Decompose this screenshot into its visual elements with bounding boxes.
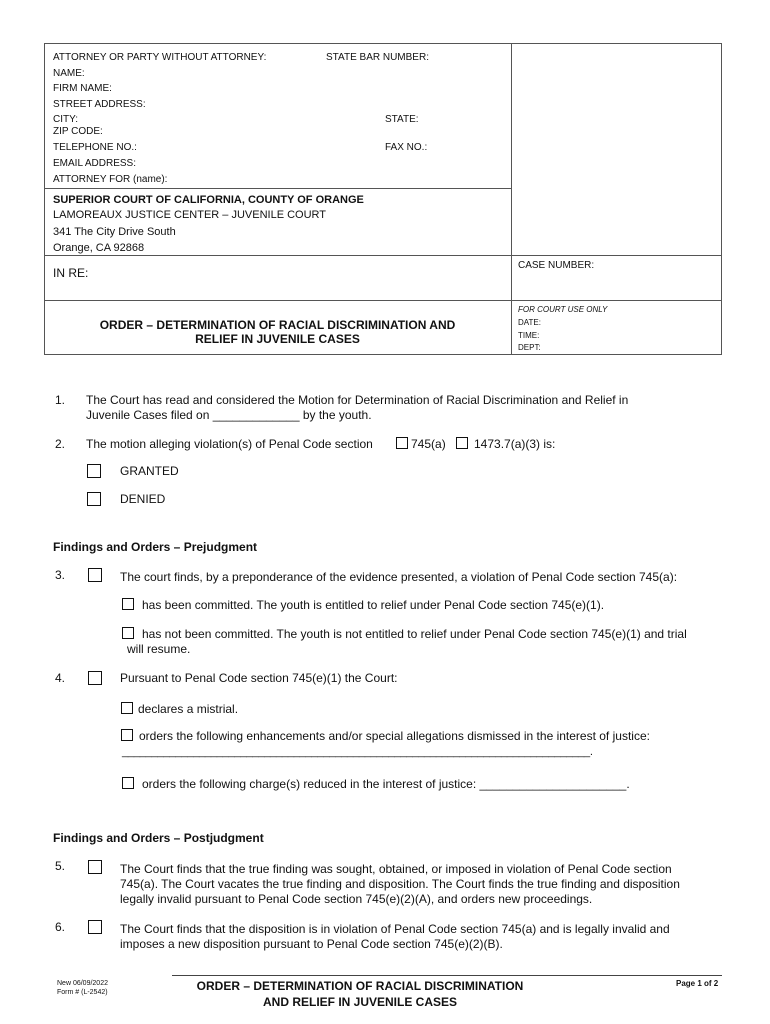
item-4-number: 4. bbox=[55, 671, 66, 685]
caption-divider-court bbox=[44, 255, 722, 256]
fax-label: FAX NO.: bbox=[385, 142, 428, 153]
item-2-number: 2. bbox=[55, 437, 66, 451]
checkbox-enhancements-dismissed[interactable] bbox=[121, 729, 133, 741]
footer-form-info bbox=[57, 979, 108, 997]
checkbox-1473-7[interactable] bbox=[456, 437, 468, 449]
zip-label: ZIP CODE: bbox=[53, 126, 103, 137]
item-5-line3: legally invalid pursuant to Penal Code section 745(e)(2)(A), and orders new proceedings. bbox=[120, 892, 593, 906]
court-address-city: Orange, CA 92868 bbox=[53, 242, 145, 254]
item-6-number: 6. bbox=[55, 920, 66, 934]
street-label: STREET ADDRESS: bbox=[53, 99, 146, 110]
footer-rule bbox=[172, 975, 722, 976]
item-1-line1: The Court has read and considered the Motion for Determination of Racial Discrimination and Relief in bbox=[86, 393, 629, 407]
state-label: STATE: bbox=[385, 114, 419, 125]
in-re-label: IN RE: bbox=[53, 266, 89, 280]
item-2-text: The motion alleging violation(s) of Penal Code section bbox=[86, 437, 373, 451]
section-postjudgment-heading: Findings and Orders – Postjudgment bbox=[53, 831, 264, 845]
item-6-text bbox=[120, 922, 670, 952]
court-center: LAMOREAUX JUSTICE CENTER – JUVENILE COURT bbox=[53, 209, 327, 221]
checkbox-item-3[interactable] bbox=[88, 568, 102, 582]
item-5-line2: 745(a). The Court vacates the true finding and disposition. The Court finds the true finding and disposition bbox=[120, 877, 680, 891]
item-3-number: 3. bbox=[55, 568, 66, 582]
item-6-line1: The Court finds that the disposition is in violation of Penal Code section 745(a) and is legally invalid and bbox=[120, 922, 670, 936]
court-address-street: 341 The City Drive South bbox=[53, 226, 176, 238]
denied-label: DENIED bbox=[120, 492, 166, 506]
case-number-label: CASE NUMBER: bbox=[518, 260, 595, 271]
state-bar-label: STATE BAR NUMBER: bbox=[326, 52, 429, 63]
checkbox-granted[interactable] bbox=[87, 464, 101, 478]
checkbox-745a[interactable] bbox=[396, 437, 408, 449]
item-3-not-committed-line2: will resume. bbox=[127, 642, 191, 656]
footer-title-line2: AND RELIEF IN JUVENILE CASES bbox=[262, 995, 458, 1009]
firm-label: FIRM NAME: bbox=[53, 83, 112, 94]
item-3-committed-text: has been committed. The youth is entitled to relief under Penal Code section 745(e)(1). bbox=[142, 598, 605, 612]
caption-divider-attorney bbox=[44, 188, 511, 189]
checkbox-item-4[interactable] bbox=[88, 671, 102, 685]
checkbox-item-3-not-committed[interactable] bbox=[122, 627, 134, 639]
footer-page-number: Page 1 of 2 bbox=[676, 979, 719, 988]
email-label: EMAIL ADDRESS: bbox=[53, 158, 136, 169]
item-4-text: Pursuant to Penal Code section 745(e)(1) the Court: bbox=[120, 671, 398, 685]
court-use-label: FOR COURT USE ONLY bbox=[518, 305, 608, 314]
footer-title bbox=[172, 978, 548, 1010]
telephone-label: TELEPHONE NO.: bbox=[53, 142, 137, 153]
attorney-label: ATTORNEY OR PARTY WITHOUT ATTORNEY: bbox=[53, 52, 267, 63]
footer-new-date: New 06/09/2022 bbox=[57, 980, 108, 987]
time-label: TIME: bbox=[518, 331, 540, 340]
checkbox-mistrial[interactable] bbox=[121, 702, 133, 714]
dept-label: DEPT: bbox=[518, 343, 541, 352]
date-label: DATE: bbox=[518, 318, 541, 327]
section-prejudgment-heading: Findings and Orders – Prejudgment bbox=[53, 540, 258, 554]
court-name: SUPERIOR COURT OF CALIFORNIA, COUNTY OF ORANGE bbox=[53, 194, 364, 206]
footer-title-line1: ORDER – DETERMINATION OF RACIAL DISCRIMINATION bbox=[196, 979, 524, 993]
checkbox-item-5[interactable] bbox=[88, 860, 102, 874]
item-3-not-committed-line1: has not been committed. The youth is not entitled to relief under Penal Code section 745(e)(1) and trial bbox=[142, 627, 687, 641]
granted-label: GRANTED bbox=[120, 464, 179, 478]
enhancements-dismissed-text: orders the following enhancements and/or special allegations dismissed in the interest of justice: bbox=[139, 729, 650, 743]
caption-divider-inre bbox=[44, 300, 722, 301]
footer-form-number: Form # (L-2542) bbox=[57, 989, 108, 996]
name-label: NAME: bbox=[53, 68, 85, 79]
checkbox-item-3-committed[interactable] bbox=[122, 598, 134, 610]
document-title-line1: ORDER – DETERMINATION OF RACIAL DISCRIMINATION AND bbox=[99, 318, 456, 332]
enhancements-blank-line[interactable]: _______________________________________________________________________________. bbox=[122, 746, 593, 758]
item-1-text bbox=[86, 393, 628, 423]
item-5-line1: The Court finds that the true finding was sought, obtained, or imposed in violation of Penal Code section bbox=[120, 862, 672, 876]
city-label: CITY: bbox=[53, 114, 79, 125]
option-745a-label: 745(a) bbox=[411, 437, 446, 451]
item-6-line2: imposes a new disposition pursuant to Penal Code section 745(e)(2)(B). bbox=[120, 937, 503, 951]
checkbox-item-6[interactable] bbox=[88, 920, 102, 934]
caption-divider-vertical bbox=[511, 43, 512, 355]
document-title-line2: RELIEF IN JUVENILE CASES bbox=[195, 332, 360, 346]
item-5-number: 5. bbox=[55, 859, 66, 873]
item-1-number: 1. bbox=[55, 393, 66, 407]
item-3-text: The court finds, by a preponderance of the evidence presented, a violation of Penal Code section 745(a): bbox=[120, 570, 678, 584]
item-5-text bbox=[120, 862, 680, 907]
attorney-for-label: ATTORNEY FOR (name): bbox=[53, 174, 168, 185]
checkbox-denied[interactable] bbox=[87, 492, 101, 506]
mistrial-text: declares a mistrial. bbox=[138, 702, 239, 716]
checkbox-charges-reduced[interactable] bbox=[122, 777, 134, 789]
document-title bbox=[44, 318, 511, 346]
option-1473-7-label: 1473.7(a)(3) is: bbox=[474, 437, 556, 451]
item-1-line2: Juvenile Cases filed on _____________ by the youth. bbox=[86, 408, 372, 422]
charges-reduced-text: orders the following charge(s) reduced in the interest of justice: ______________________. bbox=[142, 777, 630, 791]
